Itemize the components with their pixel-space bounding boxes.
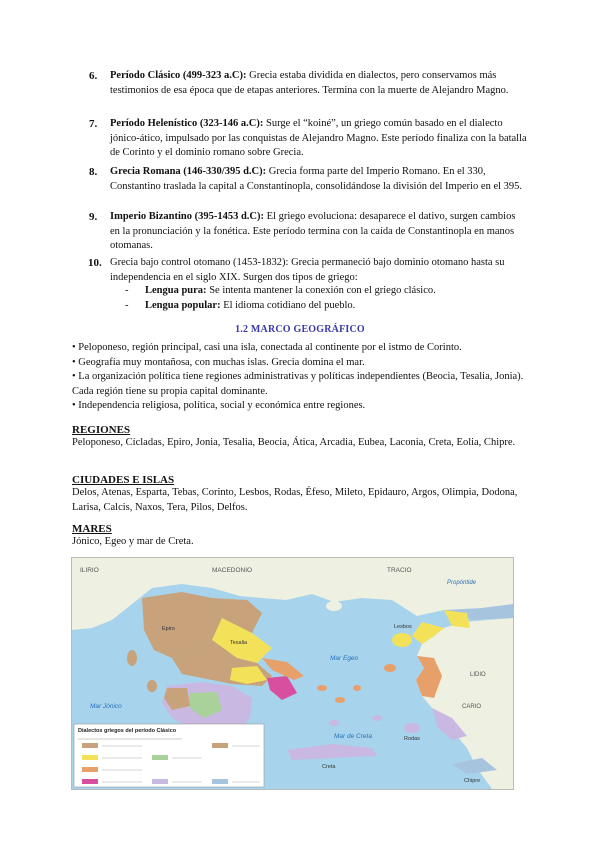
legend-swatch-arcadio [152,755,168,760]
dash-bullet: - [125,300,129,311]
dash-bullet: - [125,285,129,296]
section-heading-marco-geografico: 1.2 MARCO GEOGRÁFICO [235,324,365,335]
section-title-ciudades: CIUDADES E ISLAS [72,474,175,486]
map-label-rodas: Rodas [404,736,420,742]
list-item: • La organización política tiene regiones administrativas y políticas independientes (Beocia, Tesalia, Jonia). Cada región tiene su propia capital dominante. [72,371,524,397]
map-label-tesalia: Tesalia [230,640,248,646]
cyclades-island [353,685,361,691]
section-text-regiones: Peloponeso, Cícladas, Epiro, Jonia, Tesalia, Beocia, Ática, Arcadia, Eubea, Laconia, Creta, Eolia, Chipre. [72,437,516,448]
map-label-lesbos: Lesbos [394,624,412,630]
list-item: • Peloponeso, región principal, casi una isla, conectada al continente por el istmo de Corinto. [72,342,462,353]
subitem-lengua-pura [125,284,436,299]
period-10 [79,256,527,285]
section-text-mares: Jónico, Egeo y mar de Creta. [72,536,194,547]
subitem-text: El idioma cotidiano del pueblo. [220,300,356,311]
period-text: Grecia forma parte del Imperio Romano. En el 330, Constantino traslada la capital a Constantinopla, consolidándose la división del Imperio en el 395. [110,166,523,192]
legend-swatch-chipriota [212,779,228,784]
corcyra-island [127,650,137,666]
period-title: Período Helenístico (323-146 a.C): [110,118,264,129]
map-label-mar-jonico: Mar Jónico [90,703,122,710]
legend-swatch-atico [82,779,98,784]
legend-swatch-jonico [82,767,98,772]
dodecanese-island [372,715,382,721]
map-label-tracio: TRACIO [387,567,412,574]
period-number: 8. [89,166,98,178]
section-text-ciudades: Delos, Atenas, Esparta, Tebas, Corinto, Lesbos, Rodas, Éfeso, Mileto, Epidauro, Argos, Olimpia, Dodona, Larisa, Calcis, Naxos, Tera, Pilos, Delfos. [72,487,518,513]
map-label-cario: CARIO [462,704,482,710]
period-9 [79,210,527,254]
legend-swatch-dorico [152,779,168,784]
dialect-map [71,557,514,790]
legend-title: Dialectos griegos del período Clásico [78,728,177,734]
period-title: Período Clásico (499-323 a.C): [110,70,247,81]
map-label-chipre: Chipre [464,778,481,784]
cyclades-island [317,685,327,691]
period-number: 7. [89,118,98,130]
chios-island [384,664,396,672]
period-number: 9. [89,211,98,223]
map-label-epiro: Epiro [162,626,175,632]
subitem-lengua-popular [125,299,355,314]
period-title: Imperio Bizantino (395-1453 d.C): [110,211,264,222]
list-item: • Geografía muy montañosa, con muchas islas. Grecia domina el mar. [72,356,365,368]
legend-swatch-noroccidental [82,743,98,748]
period-number: 10. [88,257,102,269]
period-title: Grecia Romana (146-330/395 d.C): [110,166,267,177]
map-label-creta: Creta [322,764,336,770]
period-text: Grecia estaba dividida en dialectos, pero conservamos más testimonios de esa época que de etapas anteriores. Termina con la muerte de Alejandro Magno. [110,70,509,96]
list-item: • Independencia religiosa, política, social y económica entre regiones. [72,400,366,411]
rhodes-island [404,723,420,733]
period-text: El griego evoluciona: desaparece el dativo, surgen cambios en la pronunciación y la fonética. Este período termina con la caída de Constantinopla en manos otomanas. [110,211,516,251]
legend-swatch-macedonio [212,743,228,748]
thera-island [329,720,339,726]
subitem-title: Lengua popular: [145,300,221,311]
subitem-title: Lengua pura: [145,285,207,296]
map-illustration [72,558,513,789]
period-7 [79,117,527,161]
section-title-regiones: REGIONES [72,424,131,436]
period-8 [79,165,527,194]
map-label-mar-egeo: Mar Egeo [330,655,359,662]
map-label-iliria: ILIRIO [80,567,99,574]
map-label-propontide: Propóntide [447,580,477,586]
map-label-macedonia: MACEDONIO [212,567,253,574]
map-label-mar-de-creta: Mar de Creta [334,733,372,740]
cyclades-island [335,697,345,703]
section-title-mares: MARES [72,523,112,535]
cephalonia-island [147,680,157,692]
map-label-lidio: LIDIO [470,672,486,678]
geo-bullet-list [72,341,532,414]
period-6 [79,69,527,98]
period-text: Surge el “koiné”, un griego común basado en el dialecto jónico-ático, impulsado por las conquistas de Alejandro Magno. Este período finaliza con la batalla de Corinto y el dominio romano sobre Grecia. [110,118,527,158]
thasos-island [326,601,342,611]
map-legend [74,724,264,787]
lesbos-island [392,633,412,647]
period-number: 6. [89,70,98,82]
legend-swatch-eolico [82,755,98,760]
subitem-text: Se intenta mantener la conexión con el griego clásico. [206,285,436,296]
period-text: Grecia bajo control otomano (1453-1832): Grecia permaneció bajo dominio otomano hasta su independencia en el siglo XIX. Surgen dos tipos de griego: [110,257,505,283]
